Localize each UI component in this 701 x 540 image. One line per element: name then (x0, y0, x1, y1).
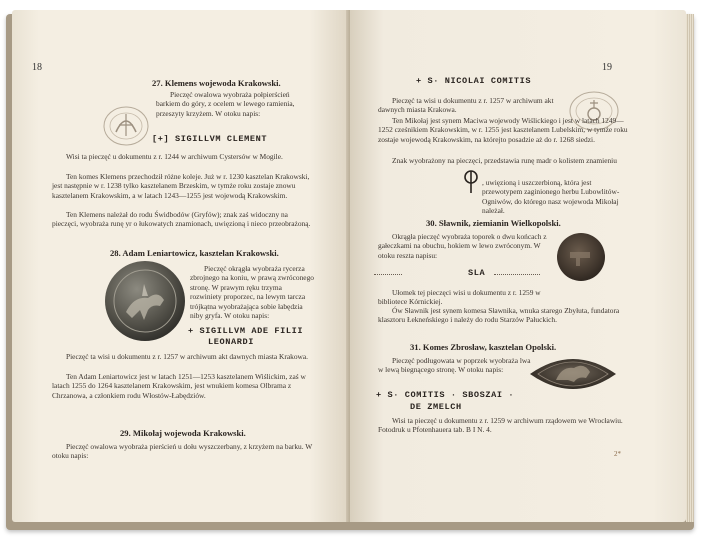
lion-seal-photo (528, 350, 618, 398)
rune-symbol (462, 168, 480, 194)
seal-legend: LEONARDI (208, 337, 255, 347)
dotted-rule (374, 274, 402, 275)
paragraph: Ułomek tej pieczęci wisi u dokumentu z r. 1259 w bibliotece Kórnickiej. (378, 288, 541, 307)
section-heading: 30. Sławnik, ziemianin Wielkopolski. (426, 218, 561, 228)
page-edges (686, 14, 694, 522)
dotted-rule (494, 274, 540, 275)
left-page (12, 10, 350, 522)
seal-legend: SLA (468, 268, 486, 278)
seal-legend: + SIGILLVM ADE FILII (188, 326, 304, 336)
paragraph: Znak wyobrażony na pieczęci, przedstawia runę madr o kolistem znamieniu (392, 156, 617, 165)
seal-legend: + S· NICOLAI COMITIS (416, 76, 532, 86)
paragraph: Ten komes Klemens przechodził różne koleje. Już w r. 1230 kasztelan Krakowski, jest następnie w r. 1238 tylko kasztelanem Brzeskim, w tymże roku zostaje znowu kasztelanem Krakowskim, a w latach 1243—1255 jest wojewodą Krakowskim. (52, 172, 310, 200)
paragraph: Ten Mikołaj jest synem Maciwa wojewody Wiślickiego i jest w latach 1249—1252 cześnikiem Krakowskim, w r. 1255 jest kasztelanem Lubelskim, w tymże roku zostaje wojewodą Krakowskim, na którejto posadzie aż do r. 1268 siedzi. (378, 116, 628, 144)
right-page (350, 10, 686, 522)
fragment-seal-photo (556, 232, 606, 282)
open-book (6, 10, 696, 532)
oval-seal-drawing (102, 104, 150, 148)
paragraph: Pieczęć podługowata w poprzek wyobraża lwa w lewą biegnącego stronę. W otoku napis: (378, 356, 531, 375)
section-heading: 27. Klemens wojewoda Krakowski. (152, 78, 281, 88)
seal-legend: DE ZMELCH (410, 402, 462, 412)
paragraph: Pieczęć ta wisi u dokumentu z r. 1257 w archiwum akt dawnych miasta Krakowa. (66, 352, 308, 361)
section-heading: 28. Adam Leniartowicz, kasztelan Krakowski. (110, 248, 279, 258)
paragraph: Ten Klemens należał do rodu Świdbodów (Gryfów); znak zaś widoczny na pieczęci, wyobraża runę yr o łukowatych znamionach, uwięzioną i nieco przeobrażoną. (52, 210, 311, 229)
paragraph: Pieczęć owalowa wyobraża pierścień u dołu wyszczerbany, z krzyżem na barku. W otoku napis: (52, 442, 313, 461)
paragraph: Wisi ta pieczęć u dokumentu z r. 1259 w archiwum rządowem we Wrocławiu. Fotodruk u Pfotenhauera tab. B I N. 4. (378, 416, 623, 435)
paragraph: Wisi ta pieczęć u dokumentu z r. 1244 w archiwum Cystersów w Mogile. (66, 152, 283, 161)
paragraph: , uwięzioną i uszczerbioną, która jest przewotypem zaginionego herbu Lubowlitów-Ogniwów, do którego nasz wojewoda Mikołaj należał. (482, 178, 620, 216)
paragraph: Ten Adam Leniartowicz jest w latach 1251—1253 kasztelanem Wiślickim, zaś w latach 1255 do 1264 kasztelanem Krakowskim, jest wnukiem komesa Olbrama z Chrzanowa, a członkiem rodu Włostów-Łabędziów. (52, 372, 306, 400)
page-number: 18 (32, 62, 42, 73)
section-heading: 31. Komes Zbrosław, kasztelan Opolski. (410, 342, 557, 352)
section-heading: 29. Mikołaj wojewoda Krakowski. (120, 428, 246, 438)
paragraph: Pieczęć owalowa wyobraża połpierścień barkiem do góry, z ocelem w lewego ramienia, przeszyty krzyżem. W otoku napis: (156, 90, 295, 118)
equestrian-seal-photo (104, 260, 186, 342)
seal-legend: [+] SIGILLVM CLEMENT (152, 134, 268, 144)
paragraph: Pieczęć ta wisi u dokumentu z r. 1257 w archiwum akt dawnych miasta Krakowa. (378, 96, 554, 115)
signature-mark: 2* (614, 450, 621, 458)
page-number: 19 (602, 62, 612, 73)
seal-legend: + S· COMITIS · SBOSZAI · (376, 390, 515, 400)
paragraph: Ów Sławnik jest synem komesa Sławnika, wnuka starego Zbyłuta, fundatora klasztoru Łekneńskiego i należy do rodu Starzów Pałuckich. (378, 306, 620, 325)
paragraph: Pieczęć okrągła wyobraża rycerza zbrojnego na koniu, w prawą zwróconego stronę. W prawym ręku trzyma rozwiniety proporzec, na lewym tarcza trójkątna wyobrażająca sobie łabędzia niby gryfa. W otoku napis: (190, 264, 314, 321)
paragraph: Okrągła pieczęć wyobraża toporek o dwu końcach z gałeczkami na obuchu, hokiem w lewo zwróconym. W otoku resztа napisu: (378, 232, 547, 260)
